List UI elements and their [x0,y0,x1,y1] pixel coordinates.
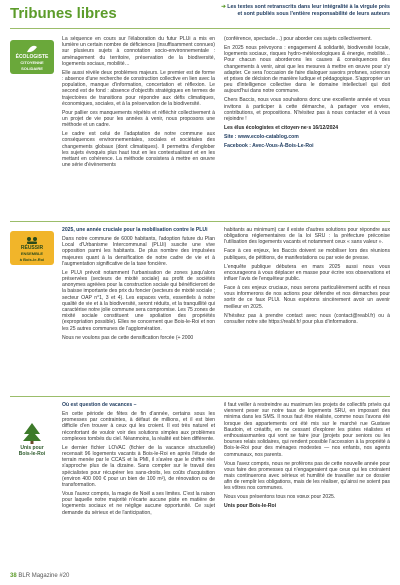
page-number: 38 [10,573,17,579]
tree-icon [21,422,43,444]
logo-line-2: Bois-le-Roi [18,451,46,457]
paragraph: Nous ne voulons pas de cette densification forcée (+ 2000 [62,334,194,341]
people-icon [26,236,38,244]
page-header [0,0,400,28]
logo-line-1: ÉCOLOGISTE [15,54,49,60]
page-footer [10,573,69,579]
paragraph: habitants au minimum) car il existe d'autres solutions pour répondre aux obligations réglementaires de la loi SRU : la préfecture préconise l'utilisation des logements vacants et notamment ceux « sans valeur ». [224,227,390,246]
unis-pour-bois-le-roi-logo [10,422,54,466]
tribune2-right-column [224,227,390,328]
paragraph: Elle aussi révèle deux problèmes majeurs. Le premier est de forme : absence d'une recherche de construction collective en lien avec la population, manque d'information, concertation et réflexion. Le second est de fond : absence d'objectifs stratégiques en termes de trajectoires de transitions pour répondre aux défis climatiques, économiques, sociales, et à la préservation de la biodiversité. [62,69,215,107]
notice-line-2: et sont publiés sous l'entière responsabilité de leurs auteurs [237,11,390,17]
tribune3-left-column [62,402,215,519]
reussir-ensemble-logo [10,231,54,265]
ecologist-logo [10,40,54,74]
tribune-divider [10,221,390,222]
paragraph: Nous vous présentons tous nos vœux pour 2025. [224,494,336,501]
paragraph: La séquence en cours sur l'élaboration du futur PLUi a mis en lumière un certain nombre de déficiences (insuffisamment connues) sur plusieurs sujets à connotation socio-environnementale : aménagement du territoire, préservation de la biodiversité, logements sociaux, mobilité… [62,36,215,67]
magazine-name: BLR Magazine #20 [18,573,70,579]
tribune-unis-pour-bois-le-roi [10,402,390,562]
paragraph: Face à ces enjeux, les Baccis doivent se mobiliser lors des réunions publiques, de pétitions, de manifestations ou par voie de presse. [224,248,390,261]
tribune1-site-link[interactable]: Site : www.ecolo-catablog.com [224,134,299,141]
paragraph: Vous l'avez compris, nous ne proférons pas de cette nouvelle année pour vous faire des promesses qui n'engageraient que ceux qui les croiraient mais continuerons avec sérieux et humilité de travailler sur ce dossier afin de remplir les obligations, mais de les réaliser, qu'ainsi ne soient pas les vôtres nos communes. [224,460,390,492]
logo-line-1: Unis pour [20,445,44,451]
header-divider [10,28,390,29]
paragraph: Le cadre est celui de l'adaptation de notre commune aux conséquences environnementales, sociales et sociétales des changements globaux (dont climatiques). Il permettra d'englober les sujets évoqués plus haut tout en les contextualisant et en les mettant en cohérence. La méthode consistera à mettre en œuvre une série d'évènements [62,131,215,169]
paragraph: Chers Baccis, nous vous souhaitons donc une excellente année et vous invitons à participer à cette démarche, à partager vos envies, contributions, et propositions. N'hésitez pas à nous contacter et à vous rejoindre ! [224,97,390,123]
tribune1-left-column [62,36,215,171]
notice-line-1: Les textes sont retranscrits dans leur intégralité à la virgule près [227,4,390,10]
paragraph: N'hésitez pas à prendre contact avec nous (contact@reabl.fr) ou à consulter notre site https://reabl.fr/ pour plus d'informations. [224,312,390,325]
tribune3-right-column [224,402,390,512]
tribune1-right-column [224,36,390,152]
tribune3-signature: Unis pour Bois-le-Roi [224,503,277,510]
section-title: Tribunes libres [10,5,117,22]
paragraph: Pour pallier ces manquements répétés et réfléchir collectivement à un projet de vie pour les années à venir, nous proposons une méthode et un cadre. [62,109,215,129]
paragraph: Face à ces enjeux cruciaux, nous serons particulièrement actifs et nous vous informerons de nos actions pour défendre et nos démarches pour sortir de ce faux PLUi. Nous espérons sincèrement avoir un avenir meilleur en 2025. [224,285,390,310]
tribune-divider [10,396,390,397]
paragraph: Le dernier fichier LOVAC (fichier de la vacance structurelle) recensait 96 logements vacants à Bois-le-Roi en après l'étude de terrain menée par le CCAS et la PMI, il s'avère que le chiffre réel s'approche plus de la dizaine. Sans compter sur le travail des spécialistes pour récupérer les sans-droits, les coûts d'acquisition (environ 400 000 € pour un bien de 100 m²), de rénovation ou de transformation. [62,444,215,489]
tribune3-headline: Où est question de vacances – [62,402,137,408]
tribune-ecologist [10,36,390,218]
paragraph: Vous l'aurez compris, la magie de Noël a ses limites. C'est la raison pour laquelle notre majorité n'écarte aucune piste en matière de logements sociaux et ne néglige aucune opportunité. Ce sujet demande du sérieux et de l'anticipation, [62,491,215,516]
paragraph: (conférence, spectacle…) pour aborder ces sujets collectivement. [224,36,372,42]
logo-line-1: RÉUSSIR [20,245,44,251]
logo-line-2: CITOYENNE [20,60,44,65]
tribune1-facebook-link[interactable]: Facebook : Avec-Vous-À-Bois-Le-Roi [224,143,314,150]
paragraph: L'enquête publique débutera en mars 2025 aussi nous vous encourageons à vous déplacer en masse pour écrire vos observations et influer l'avis de l'enquêteur public. [224,263,390,283]
leaf-icon [26,45,38,53]
paragraph: il faut veiller à restreindre au maximum les projets de collectifs privés qui viennent peser sur notre taux de logements SRU, en imposant des minima dans les SMS. Il nous faut être réaliste, comme nous l'avons été lorsque des appartements ont été mis sur le marché rue Gustave Baudoin, et créatifs, en ne cessant d'explorer les pistes réalistes et enthousiasmantes qui vont se faire jour (projets pour seniors ou les bourses relais solidaires, qui rendent possible l'accession à la propriété à Bois-le-Roi pour des ménages modestes — nos enfants, nos agents communaux, nos parents. [224,402,390,458]
logo-line-2: ENSEMBLE [20,251,44,256]
arrow-icon: ➔ [221,4,228,10]
tribune2-headline: 2025, une année cruciale pour la mobilisation contre le PLUi [62,227,208,233]
logo-line-3: à Bois-le-Roi [19,257,45,262]
paragraph: En 2025 nous prévoyons : engagement & solidarité, biodiversité locale, logements sociaux, risques hydro-météorologiques & énergie, mobilité… Pour chacun nous aborderons les causes & conséquences des changements à venir, ainsi que les mesures à mettre en œuvre pour s'y adapter. Ce sera l'occasion de faire dialoguer savoirs profanes, sciences et prises de décision de manière ludique et pédagogique. S'approprier un peu d'intelligence collective dans le domaine intellectuel qui doit aujourd'hui dans notre commune. [224,45,390,95]
paragraph: Le PLUi prévoit notamment l'urbanisation de zones jusqu'alors préservées (secteurs de mixité sociale) au profit de sociétés anonymes agréées pour la construction sociale qui bénéficieront de la baisse importante des prix du foncier (secteurs de mixité sociale ; secteur OAP n°1, 3 et 4). Les espaces verts, essentiels à notre qualité de vie et à la biodiversité, seront réduits, et la tranquillité qui caractérise notre jolie commune sera compromise. Les 75 zones de mixité sociale constituent une spoliation des propriétés (expropriation possible). Elles ne concernent que Bois-le-Roi et non les 25 autres communes de l'agglomération. [62,269,215,332]
tribune2-left-column [62,227,215,344]
tribune1-signature: Les élus écologistes et citoyen·ne·s 16/12/2024 [224,125,339,132]
paragraph: En cette période de fêtes de fin d'année, certains sous les promesses par contraintes, à défaut de millions, et il est bien difficile d'en trouver à ceux qui les croient. Il est très naturel et réconfortant de vouloir voir des solutions simples aux problèmes complexes tombés du ciel. Néanmoins, la réalité est bien différente. [62,411,215,442]
tribune-reussir-ensemble [10,227,390,392]
editorial-notice [180,4,390,18]
paragraph: Dans notre commune de 6000 habitants, l'adoption future du Plan Local d'Urbanisme Intercommunal (PLUi) suscite une vive opposition parmi les habitants. De plus nombre des impulsées majeures quant à la densification de notre cadre de vie et à l'augmentation significative de la taxe foncière. [62,236,215,267]
logo-line-3: SOLIDAIRE [21,66,43,71]
